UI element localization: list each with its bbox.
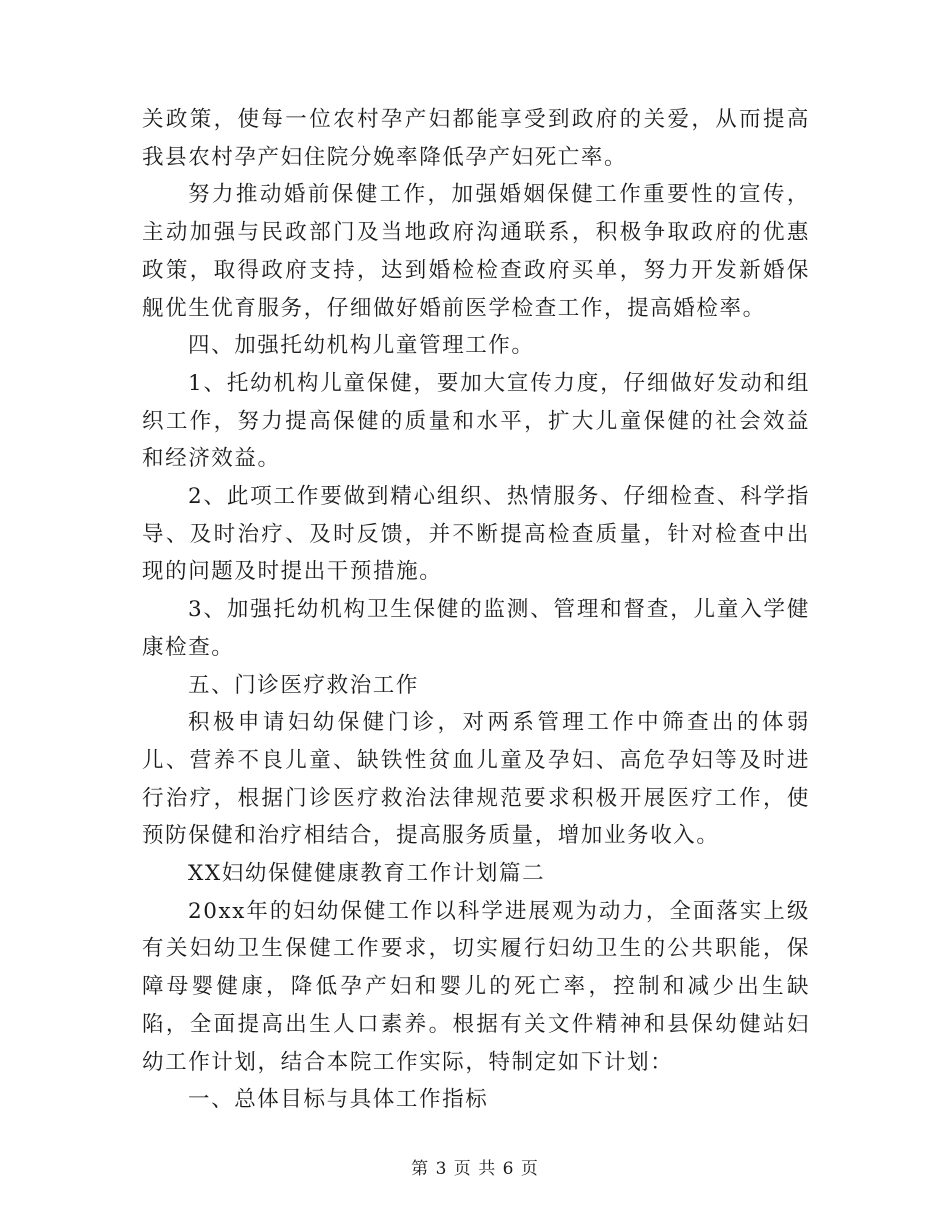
paragraph: 一、总体目标与具体工作指标 (188, 1087, 489, 1113)
paragraph: 20xx年的妇幼保健工作以科学进展观为动力，全面落实上级有关妇幼卫生保健工作要求，切实履行妇幼卫生的公共职能，保障母婴健康，降低孕产妇和婴儿的死亡率，控制和减少出生缺陷，全面提高出生人口素养。根据有关文件精神和县保幼健站妇幼工作计划，结合本院工作实际，特制定如下计划： (142, 898, 810, 1075)
paragraph: 关政策，使每一位农村孕产妇都能享受到政府的关爱，从而提高我县农村孕产妇住院分娩率降低孕产妇死亡率。 (142, 107, 810, 170)
document-body (142, 101, 810, 1119)
paragraph: 1、托幼机构儿童保健，要加大宣传力度，仔细做好发动和组织工作，努力提高保健的质量和水平，扩大儿童保健的社会效益和经济效益。 (142, 370, 810, 472)
paragraph: 2、此项工作要做到精心组织、热情服务、仔细检查、科学指导、及时治疗、及时反馈，并不断提高检查质量，针对检查中出现的问题及时提出干预措施。 (142, 484, 810, 585)
paragraph: 努力推动婚前保健工作，加强婚姻保健工作重要性的宣传，主动加强与民政部门及当地政府沟通联系，积极争取政府的优惠政策，取得政府支持，达到婚检检查政府买单，努力开发新婚保舰优生优育服务，仔细做好婚前医学检查工作，提高婚检率。 (142, 182, 810, 321)
page-footer: 第 3 页 共 6 页 (411, 1159, 539, 1179)
paragraph: XX妇幼保健健康教育工作计划篇二 (188, 861, 546, 887)
paragraph: 五、门诊医疗救治工作 (188, 672, 420, 698)
paragraph: 积极申请妇幼保健门诊，对两系管理工作中筛查出的体弱儿、营养不良儿童、缺铁性贫血儿童及孕妇、高危孕妇等及时进行治疗，根据门诊医疗救治法律规范要求积极开展医疗工作，使预防保健和治疗相结合，提高服务质量，增加业务收入。 (142, 710, 810, 849)
paragraph: 3、加强托幼机构卫生保健的监测、管理和督查，儿童入学健康检查。 (142, 597, 810, 660)
paragraph: 四、加强托幼机构儿童管理工作。 (188, 333, 535, 359)
